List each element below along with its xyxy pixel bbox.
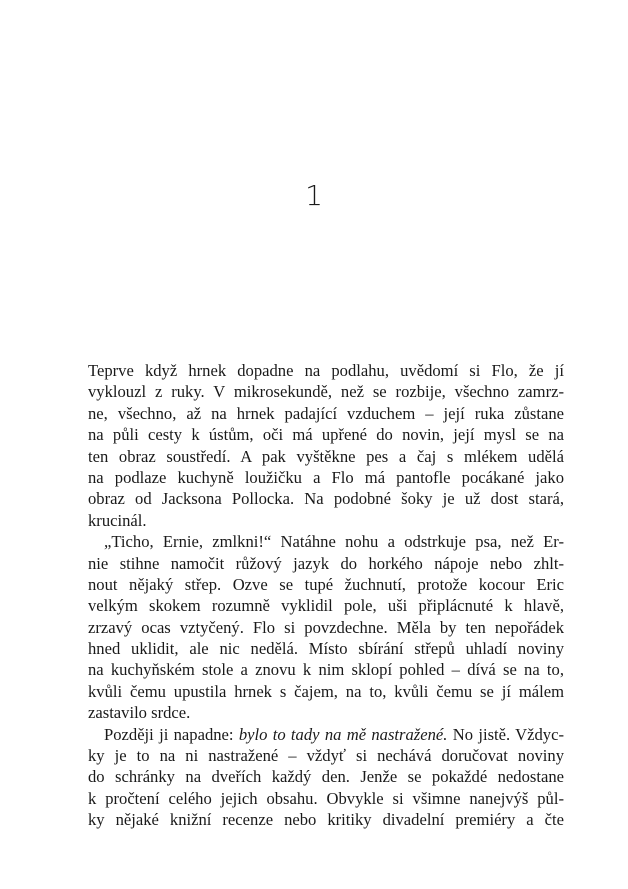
body-text <box>88 360 564 831</box>
text-run: „Ticho, Ernie, zmlkni!“ Natáhne nohu a odstrkuje psa, než Er- <box>104 532 564 552</box>
text-line <box>88 745 564 766</box>
text-run: na půli cesty k ústům, oči má upřené do novin, její mysl se na <box>88 425 564 445</box>
text-line <box>88 574 564 595</box>
text-line <box>88 638 564 659</box>
text-run: Později ji napadne: <box>104 724 239 744</box>
text-run: zastavilo srdce. <box>88 703 191 723</box>
text-run: ky nějaké knižní recenze nebo kritiky divadelní premiéry a čte <box>88 810 564 830</box>
text-run: nie stihne namočit růžový jazyk do horkého nápoje nebo zhlt- <box>88 553 564 573</box>
text-line <box>88 809 564 830</box>
text-line <box>88 403 564 424</box>
text-run: zrzavý ocas vztyčený. Flo si povzdechne. Měla by ten nepořádek <box>88 617 564 637</box>
text-run: ky je to na ni nastražené – vždyť si nechává doručovat noviny <box>88 746 564 766</box>
italic-phrase: bylo to tady na mě nastražené. <box>238 724 448 744</box>
text-line <box>88 531 564 552</box>
text-run: na kuchyňském stole a znovu k nim sklopí pohled – dívá se na to, <box>88 660 564 680</box>
text-run: kvůli čemu upustila hrnek s čajem, na to, kvůli čemu se jí málem <box>88 681 564 701</box>
text-run: ne, všechno, až na hrnek padající vzduchem – její ruka zůstane <box>88 403 564 423</box>
text-line <box>88 424 564 445</box>
text-line <box>88 381 564 402</box>
text-line <box>88 702 564 723</box>
text-line <box>88 788 564 809</box>
text-run: do schránky na dveřích každý den. Jenže se pokaždé nedostane <box>88 767 564 787</box>
text-line <box>88 595 564 616</box>
text-run: k pročtení celého jejich obsahu. Obvykle si všimne nanejvýš půl- <box>88 788 564 808</box>
text-run: vyklouzl z ruky. V mikrosekundě, než se rozbije, všechno zamrz- <box>88 382 564 402</box>
text-run: na podlaze kuchyně loužičku a Flo má pantofle pocákané jako <box>88 467 564 487</box>
text-run: Teprve když hrnek dopadne na podlahu, uvědomí si Flo, že jí <box>88 361 564 380</box>
text-run: obraz od Jacksona Pollocka. Na podobné šoky je už dost stará, <box>88 489 564 509</box>
text-line <box>88 446 564 467</box>
text-line <box>88 681 564 702</box>
text-line <box>88 467 564 488</box>
text-run: nout nějaký střep. Ozve se tupé žuchnutí, protože kocour Eric <box>88 574 564 594</box>
text-run: krucinál. <box>88 510 147 530</box>
text-run: ten obraz soustředí. A pak vyštěkne pes a čaj s mlékem udělá <box>88 446 564 466</box>
text-line <box>88 360 564 381</box>
text-run: velkým skokem rozumně vyklidil pole, uši připlácnuté k hlavě, <box>88 596 564 616</box>
text-line <box>88 488 564 509</box>
text-line <box>88 617 564 638</box>
text-line <box>88 724 564 745</box>
text-run: No jistě. Vždyc- <box>447 724 564 744</box>
text-line <box>88 766 564 787</box>
chapter-number: 1 <box>305 179 323 212</box>
text-run: hned uklidit, ale nic nedělá. Místo sbírání střepů uhladí noviny <box>88 639 564 659</box>
text-line <box>88 553 564 574</box>
text-line <box>88 510 564 531</box>
text-line <box>88 659 564 680</box>
